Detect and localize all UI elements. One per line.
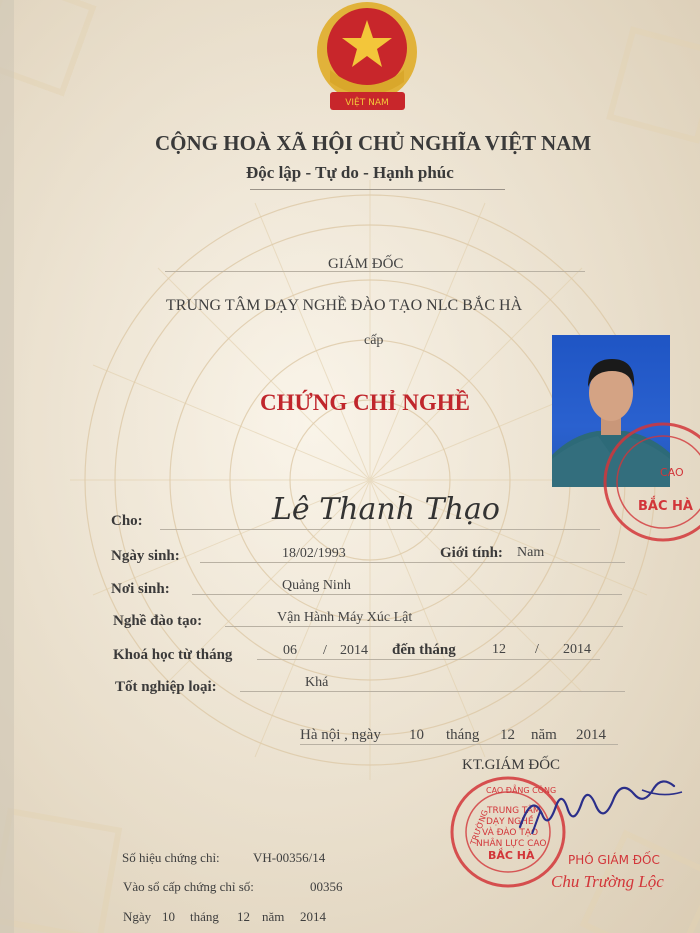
national-motto: Độc lập - Tự do - Hạnh phúc — [246, 163, 454, 182]
kt-director: KT.GIÁM ĐỐC — [462, 757, 561, 773]
book-number: 00356 — [310, 879, 343, 894]
issue-month-label: tháng — [446, 727, 480, 743]
birthplace-label: Nơi sinh: — [111, 581, 170, 597]
dob-line — [200, 562, 625, 563]
holder-name: Lê Thanh Thạo — [272, 492, 500, 527]
deputy-director-title: PHÓ GIÁM ĐỐC — [568, 853, 660, 867]
dob-label: Ngày sinh: — [111, 548, 180, 564]
country-name: CỘNG HOÀ XÃ HỘI CHỦ NGHĨA VIỆT NAM — [155, 131, 592, 155]
issuer-verb: cấp — [364, 333, 384, 348]
issue-year-label-footer: năm — [262, 909, 285, 924]
handwritten-signature — [512, 772, 687, 842]
course-from-month: 06 — [283, 643, 297, 658]
issue-month-label-footer: tháng — [190, 909, 219, 924]
certificate-title: CHỨNG CHỈ NGHỀ — [260, 390, 470, 415]
national-emblem-icon — [310, 0, 425, 120]
grade-value: Khá — [305, 675, 329, 690]
birthplace-value: Quảng Ninh — [282, 578, 351, 593]
photo-stamp-text-b: BẮC HÀ — [638, 499, 693, 514]
seal-text-1: TRUNG TÂM — [487, 806, 541, 816]
issue-year: 2014 — [576, 727, 606, 743]
motto-underline — [250, 189, 505, 190]
gender-label: Giới tính: — [440, 545, 503, 561]
seal-text-5: BẮC HÀ — [488, 849, 535, 862]
seal-text-2: DẠY NGHỀ — [486, 817, 534, 827]
course-label: Khoá học từ tháng — [113, 647, 233, 663]
issue-day-footer: 10 — [162, 909, 175, 924]
training-center-name: TRUNG TÂM DẠY NGHỀ ĐÀO TẠO NLC BẮC HÀ — [166, 297, 523, 314]
trade-line — [225, 626, 623, 627]
course-line — [257, 659, 600, 660]
name-label: Cho: — [111, 513, 143, 529]
trade-label: Nghề đào tạo: — [113, 613, 203, 629]
seal-text-side: TRƯỜNG — [468, 808, 490, 847]
dob-value: 18/02/1993 — [282, 546, 346, 561]
issuer-title: GIÁM ĐỐC — [328, 256, 404, 272]
photo-overlap-stamp — [598, 420, 700, 545]
seal-text-3: VÀ ĐÀO TẠO — [482, 828, 539, 838]
birthplace-line — [192, 594, 622, 595]
photo-stamp-text-a: CAO — [660, 466, 684, 479]
issue-year-label: năm — [531, 727, 557, 743]
serial-label: Số hiệu chứng chỉ: — [122, 850, 220, 865]
course-to-label: đến tháng — [392, 642, 456, 658]
issue-date-line — [300, 744, 618, 745]
course-sep-1: / — [323, 643, 327, 658]
gender-value: Nam — [517, 545, 545, 560]
course-sep-2: / — [535, 642, 539, 657]
issue-year-footer: 2014 — [300, 909, 326, 924]
book-label: Vào sổ cấp chứng chỉ số: — [123, 879, 254, 894]
emblem-ribbon-text: VIỆT NAM — [345, 98, 389, 108]
issue-day: 10 — [409, 727, 424, 743]
serial-number: VH-00356/14 — [253, 850, 326, 865]
grade-label: Tốt nghiệp loại: — [115, 679, 217, 695]
grade-line — [240, 691, 625, 692]
course-from-year: 2014 — [340, 643, 368, 658]
issue-month-footer: 12 — [237, 909, 250, 924]
issue-place: Hà nội , ngày — [300, 727, 381, 743]
trade-value: Vận Hành Máy Xúc Lật — [277, 610, 413, 625]
course-to-month: 12 — [492, 642, 506, 657]
name-line — [160, 529, 600, 530]
seal-text-4: NHÂN LỰC CAO — [476, 839, 547, 849]
seal-text-top: CAO ĐẲNG CÔNG — [486, 786, 557, 795]
signer-name: Chu Trường Lộc — [551, 872, 664, 891]
issue-month: 12 — [500, 727, 515, 743]
course-to-year: 2014 — [563, 642, 591, 657]
issue-day-label: Ngày — [123, 909, 152, 924]
